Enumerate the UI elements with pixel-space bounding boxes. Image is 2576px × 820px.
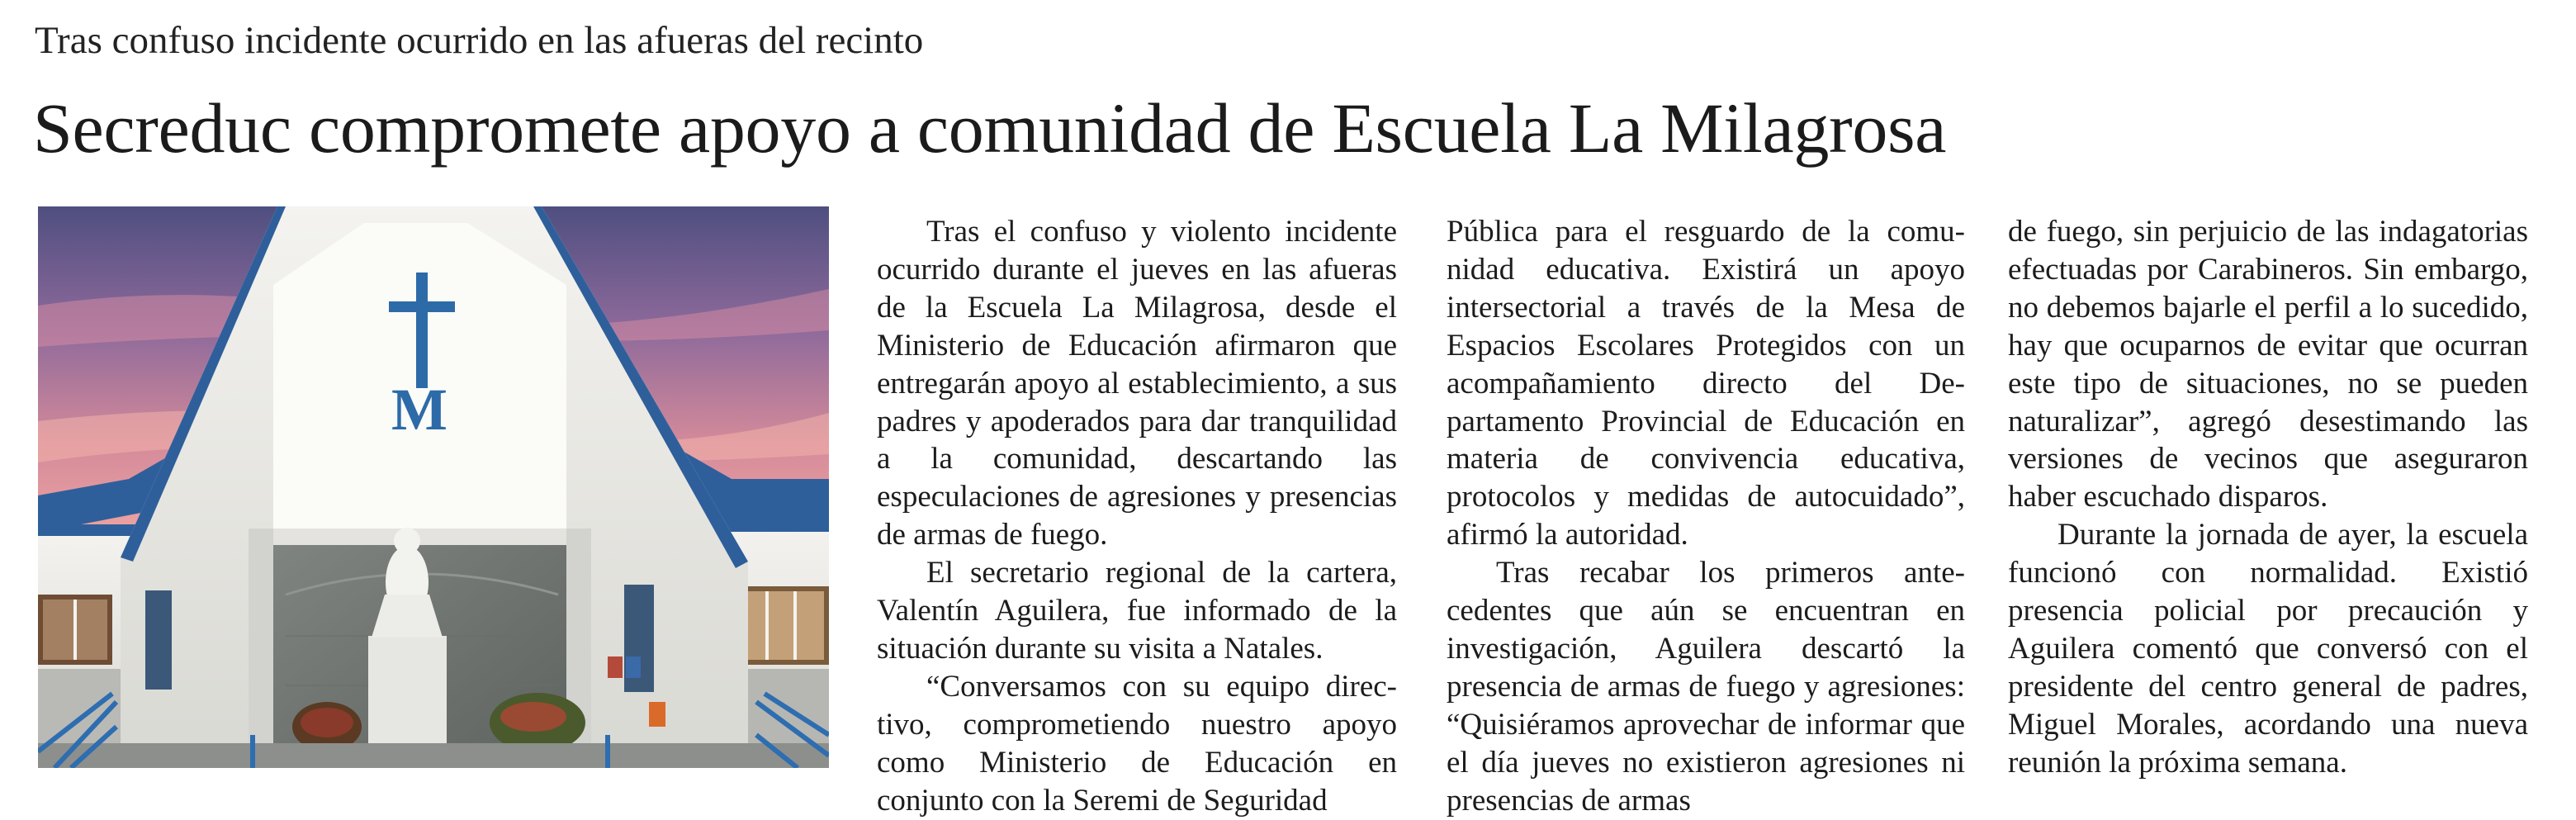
article-headline: Secreduc compromete apoyo a comunidad de Escuela La Milagrosa [33, 88, 1947, 168]
paragraph: de fuego, sin perjuicio de las indagatorias efectuadas por Carabineros. Sin embargo, no debemos bajarle el perfil a lo sucedido, hay que ocuparnos de evitar que ocurran este tipo de situaciones, no se pueden naturalizar”, agregó desestimando las versiones de vecinos que aseguraron haber escuchado disparos. [2008, 215, 2528, 514]
paragraph: El secretario regional de la cartera, Valentín Aguilera, fue informado de la situación durante su visita a Natales. [877, 556, 1397, 666]
paragraph: Tras recabar los primeros antecedentes que aún se encuentran en investigación, Aguilera descartó la presencia de armas de fuego y agresiones: “Quisiéramos aprovechar de informar que el día jueves no existieron agresiones ni presencias de armas [1447, 556, 1965, 818]
paragraph: Pública para el resguardo de la comunidad educativa. Existirá un apoyo intersectorial a través de la Mesa de Espacios Escolares Protegidos con un acompañamiento directo del Departamento Provincial de Educación en materia de convivencia educativa, protocolos y medidas de autocuidado”, afirmó la autoridad. [1447, 215, 1965, 552]
article-column-3 [2008, 213, 2528, 782]
article-column-1 [877, 213, 1397, 820]
paragraph: Tras el confuso y violento incidente ocurrido durante el jueves en las afueras de la Escuela La Milagrosa, desde el Ministerio de Educación afirmaron que entregarán apoyo al establecimiento, a sus padres y apoderados para dar tranquilidad a la comunidad, descartando las especulaciones de agresiones y presencias de armas de fuego. [877, 215, 1397, 552]
paragraph: Durante la jornada de ayer, la escuela funcionó con normalidad. Existió presencia policial por precaución y Aguilera comentó que conversó con el presidente del centro general de padres, Miguel Morales, acordando una nueva reunión la próxima semana. [2008, 518, 2528, 780]
article-column-2 [1447, 213, 1965, 820]
school-photo [38, 206, 829, 768]
building-letter: M [391, 377, 447, 443]
article-kicker: Tras confuso incidente ocurrido en las afueras del recinto [35, 19, 924, 62]
paragraph: “Conversamos con su equipo directivo, comprometiendo nuestro apoyo como Ministerio de Educación en conjunto con la Seremi de Seguridad [877, 669, 1397, 818]
